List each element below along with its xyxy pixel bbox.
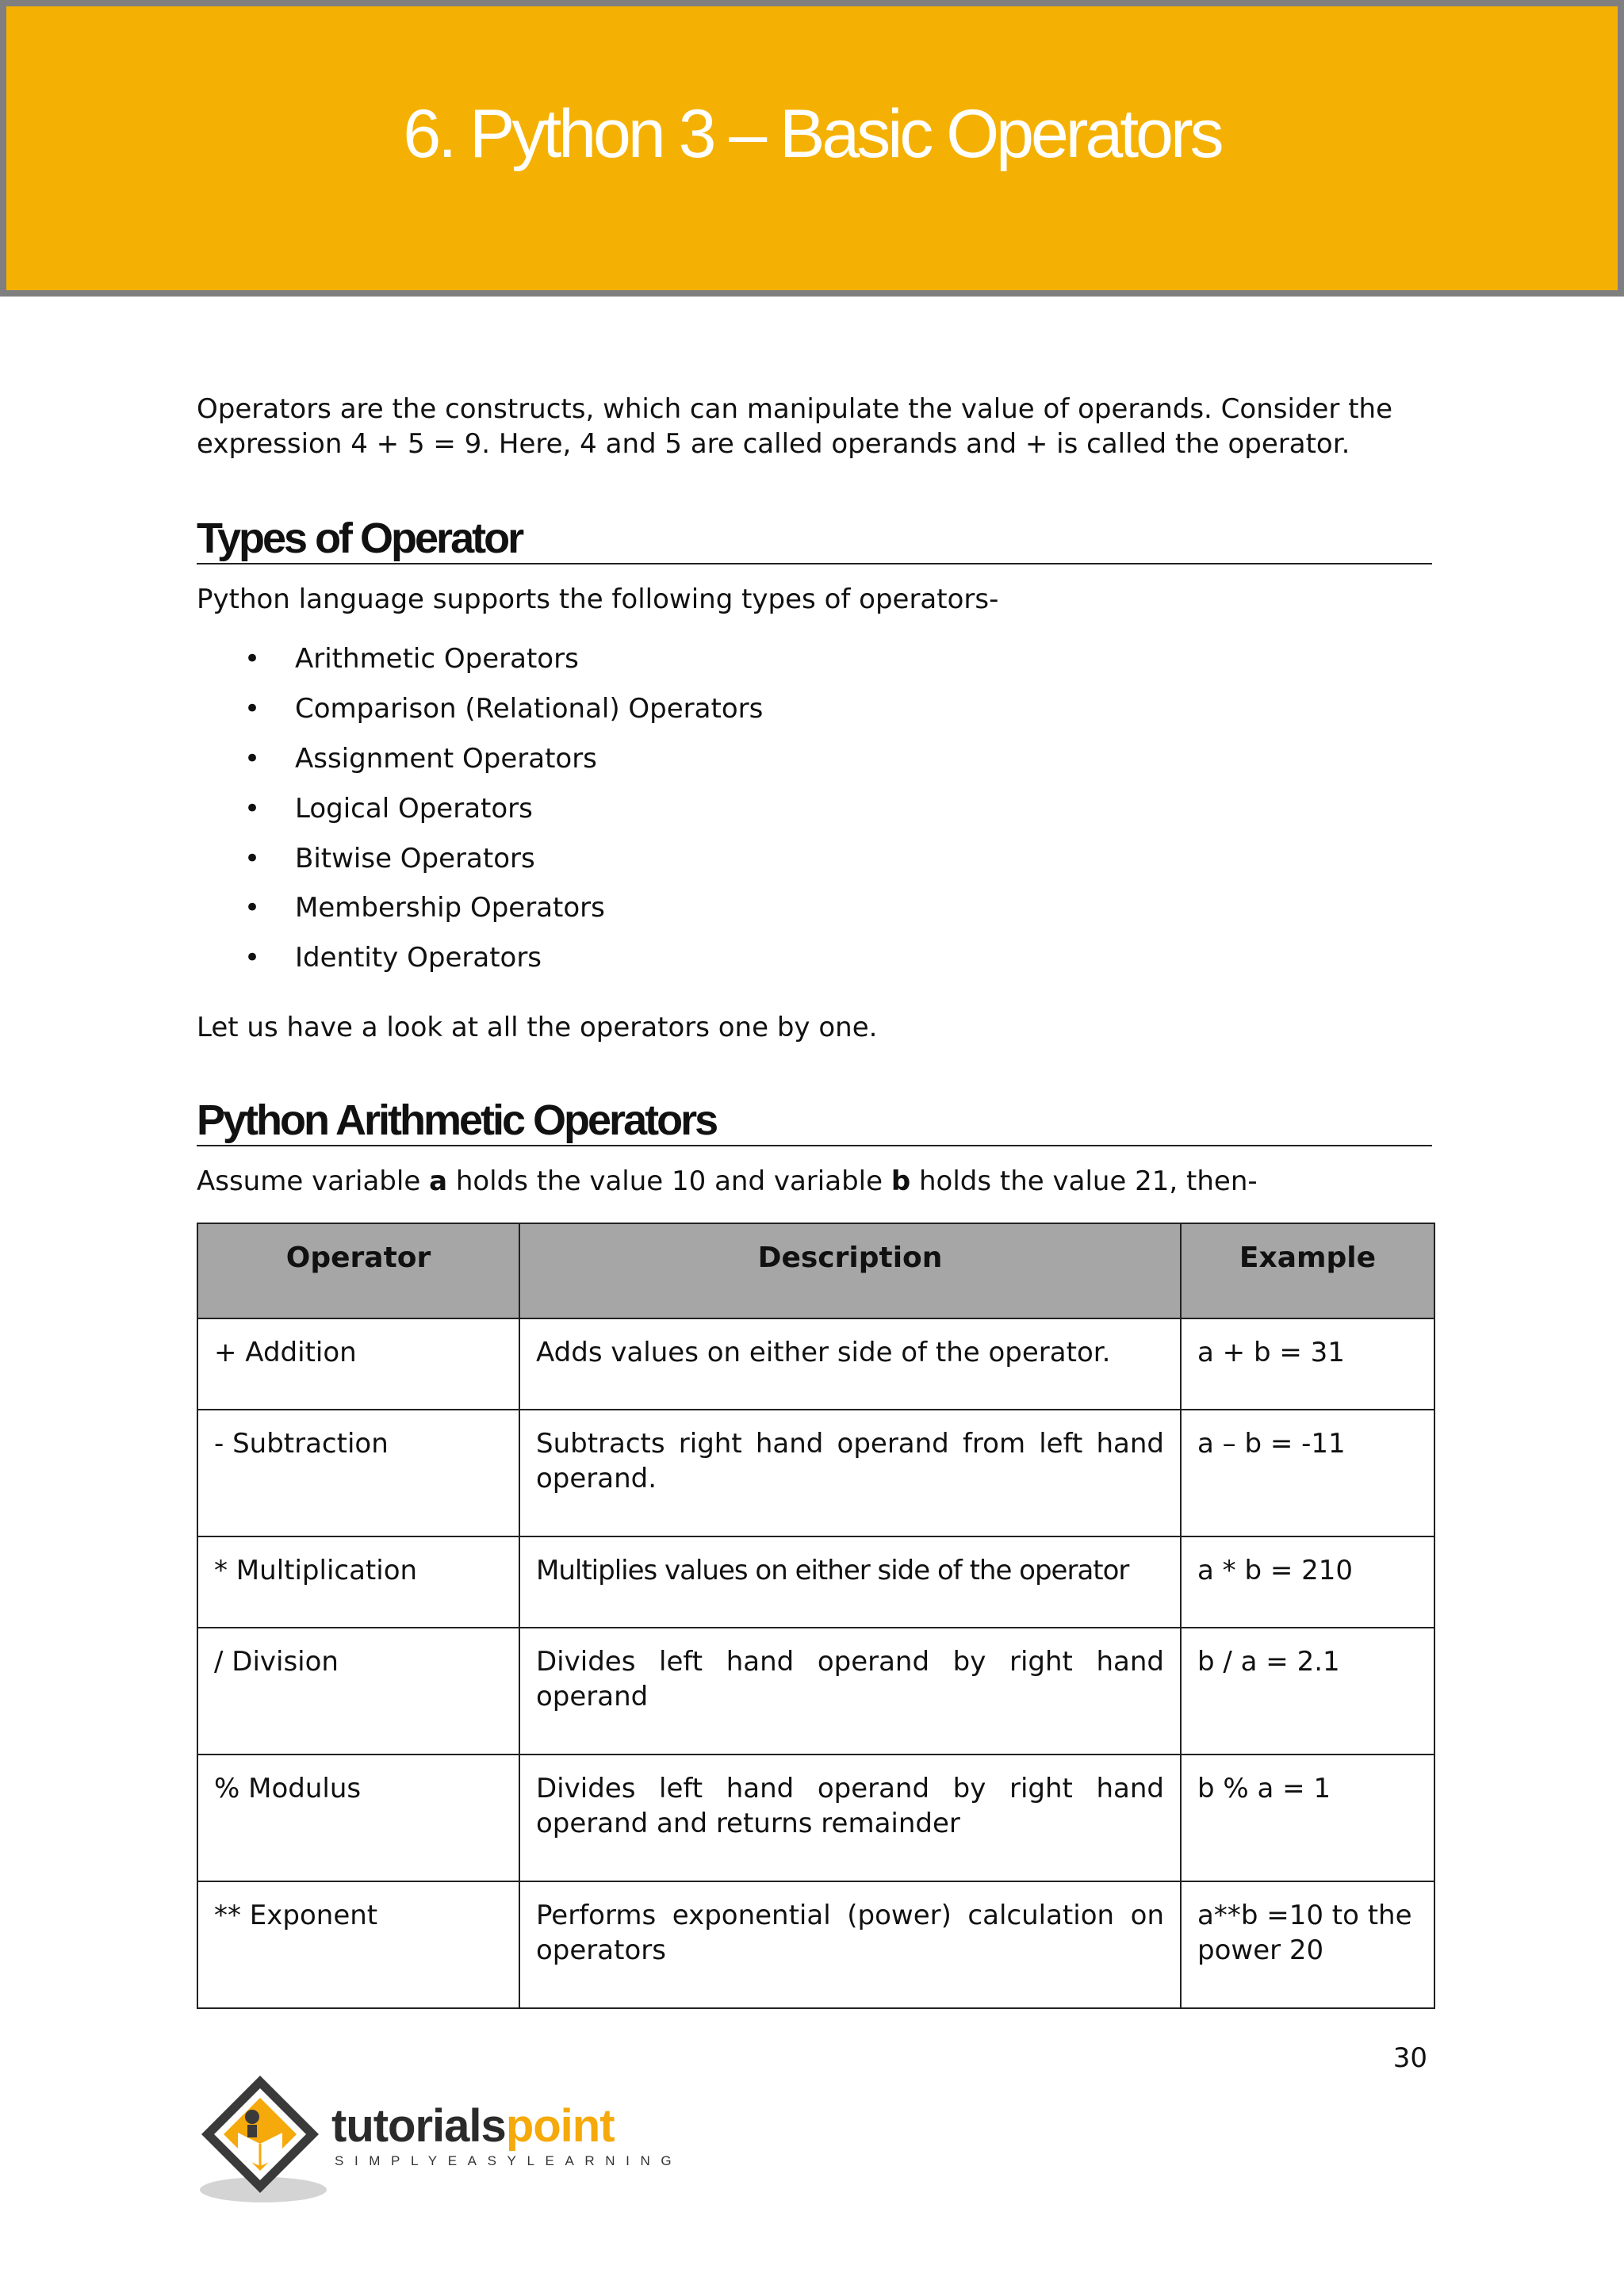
bullet-icon: • [244, 842, 261, 874]
tutorialspoint-logo [193, 2071, 683, 2206]
description-cell: Divides left hand operand by right hand operand and returns remainder [519, 1755, 1181, 1881]
example-cell: a * b = 210 [1181, 1536, 1434, 1628]
table-row [197, 1410, 1434, 1536]
intro-line-1: Operators are the constructs, which can manipulate the value of operands. Consider the [197, 393, 1393, 425]
table-row [197, 1881, 1434, 2008]
description-cell: Subtracts right hand operand from left hand operand. [519, 1410, 1181, 1536]
description-cell: Multiplies values on either side of the operator [519, 1536, 1181, 1628]
chapter-banner [0, 0, 1624, 297]
list-item: • Arithmetic Operators [244, 643, 579, 675]
page-number: 30 [1392, 2042, 1427, 2074]
operator-cell: % Modulus [197, 1755, 519, 1881]
chapter-title: 6. Python 3 – Basic Operators [403, 96, 1221, 172]
bullet-icon: • [244, 643, 261, 675]
header-example: Example [1181, 1223, 1434, 1318]
operator-cell: + Addition [197, 1318, 519, 1410]
example-cell: a**b =10 to the power 20 [1181, 1881, 1434, 2008]
arithmetic-heading: Python Arithmetic Operators [197, 1097, 1432, 1146]
list-item: • Assignment Operators [244, 742, 597, 775]
table-row [197, 1318, 1434, 1410]
operator-cell: / Division [197, 1628, 519, 1755]
description-cell: Adds values on either side of the operator. [519, 1318, 1181, 1410]
var-b: b [891, 1165, 911, 1197]
arithmetic-operators-table [197, 1223, 1435, 2009]
types-lead: Python language supports the following types of operators- [197, 584, 999, 615]
table-row [197, 1755, 1434, 1881]
list-item: • Comparison (Relational) Operators [244, 693, 764, 725]
description-cell: Performs exponential (power) calculation on operators [519, 1881, 1181, 2008]
bullet-icon: • [244, 892, 261, 924]
header-operator: Operator [197, 1223, 519, 1318]
table-row [197, 1536, 1434, 1628]
bullet-icon: • [244, 792, 261, 825]
operator-types-list [244, 634, 763, 983]
var-a: a [429, 1165, 448, 1197]
example-cell: a + b = 31 [1181, 1318, 1434, 1410]
list-item: • Membership Operators [244, 892, 605, 924]
operator-cell: - Subtraction [197, 1410, 519, 1536]
operator-cell: * Multiplication [197, 1536, 519, 1628]
list-item: • Bitwise Operators [244, 842, 535, 874]
assume-text: Assume variable a holds the value 10 and variable b holds the value 21, then- [197, 1165, 1258, 1197]
logo-tagline: SIMPLYEASYLEARNING [335, 2153, 683, 2168]
logo-wordmark: tutorialspoint [331, 2100, 615, 2152]
header-description: Description [519, 1223, 1181, 1318]
example-cell: b % a = 1 [1181, 1755, 1434, 1881]
closing-text: Let us have a look at all the operators one by one. [197, 1012, 878, 1043]
example-cell: b / a = 2.1 [1181, 1628, 1434, 1755]
table-header-row [197, 1223, 1434, 1318]
bullet-icon: • [244, 742, 261, 775]
logo-mark-icon [193, 2071, 330, 2206]
table-row [197, 1628, 1434, 1755]
bullet-icon: • [244, 942, 261, 974]
types-heading: Types of Operator [197, 515, 1432, 564]
example-cell: a – b = -11 [1181, 1410, 1434, 1536]
list-item: • Logical Operators [244, 792, 533, 825]
operator-cell: ** Exponent [197, 1881, 519, 2008]
list-item: • Identity Operators [244, 942, 542, 974]
bullet-icon: • [244, 693, 261, 725]
intro-line-2: expression 4 + 5 = 9. Here, 4 and 5 are called operands and + is called the operator. [197, 428, 1350, 460]
description-cell: Divides left hand operand by right hand operand [519, 1628, 1181, 1755]
